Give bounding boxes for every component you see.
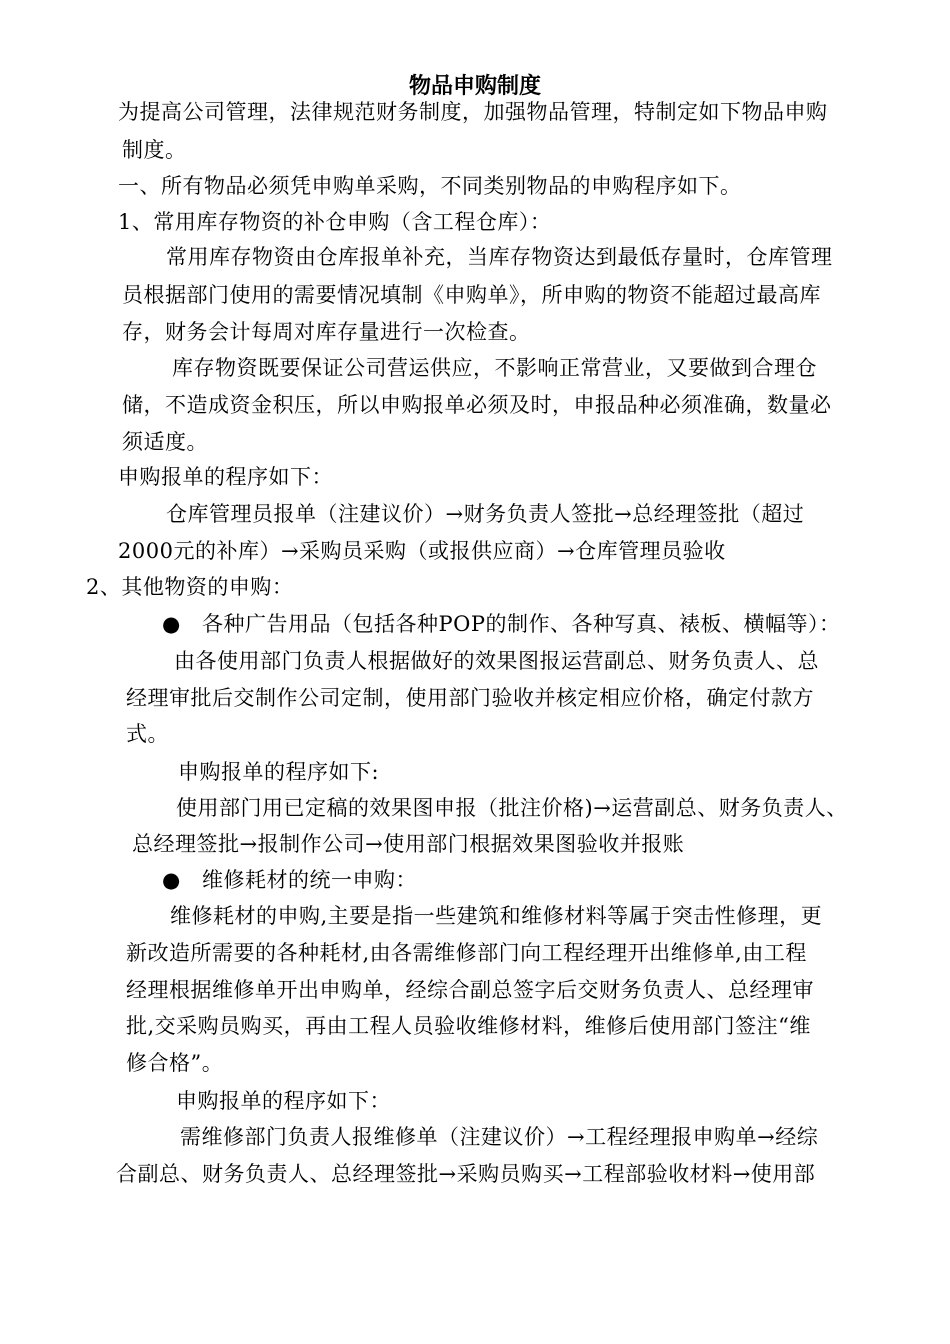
bullet-b-heading: 维修耗材的统一申购： (202, 868, 417, 892)
bullet-b-line (162, 867, 417, 893)
bullet-b-para-line-3: 经理根据维修单开出申购单，经综合副总签字后交财务负责人、总经理审 (126, 978, 814, 1002)
bullet-a-procedure-line-2: 总经理签批→报制作公司→使用部门根据效果图验收并报账 (132, 832, 685, 856)
bullet-a-heading: 各种广告用品（包括各种POP的制作、各种写真、裱板、横幅等）： (202, 612, 841, 636)
bullet-a-procedure-label: 申购报单的程序如下: (178, 760, 380, 784)
item1-para1-line-2: 员根据部门使用的需要情况填制《申购单》，所申购的物资不能超过最高库 (122, 283, 821, 307)
item1-para2-line-2: 储，不造成资金积压，所以申购报单必须及时，申报品种必须准确，数量必 (122, 393, 832, 417)
item1-heading: 1、常用库存物资的补仓申购（含工程仓库）： (118, 210, 552, 234)
bullet-a-procedure-line-1: 使用部门用已定稿的效果图申报（批注价格)→运营副总、财务负责人、 (176, 796, 848, 820)
intro-line-2: 制度。 (122, 138, 187, 162)
intro-line-1: 为提高公司管理，法律规范财务制度，加强物品管理，特制定如下物品申购 (118, 100, 828, 124)
bullet-a-line (162, 611, 840, 637)
bullet-b-para-line-5: 修合格”。 (126, 1051, 224, 1075)
bullet-a-para-line-3: 式。 (126, 722, 169, 746)
bullet-b-para-line-1: 维修耗材的申购,主要是指一些建筑和维修材料等属于突击性修理，更 (170, 904, 823, 928)
section1-heading: 一、所有物品必须凭申购单采购，不同类别物品的申购程序如下。 (118, 174, 742, 198)
document-title: 物品申购制度 (408, 74, 541, 99)
bullet-b-procedure-label: 申购报单的程序如下： (176, 1089, 391, 1113)
item1-procedure-line-2: 2000元的补库）→采购员采购（或报供应商）→仓库管理员验收 (118, 539, 726, 563)
bullet-a-para-line-1: 由各使用部门负责人根据做好的效果图报运营副总、财务负责人、总 (174, 649, 819, 673)
item1-para1-line-3: 存，财务会计每周对库存量进行一次检查。 (122, 320, 531, 344)
item1-procedure-label: 申购报单的程序如下： (118, 465, 333, 489)
bullet-b-symbol: ● (162, 868, 181, 892)
bullet-a-para-line-2: 经理审批后交制作公司定制，使用部门验收并核定相应价格，确定付款方 (126, 686, 814, 710)
bullet-b-para-line-2: 新改造所需要的各种耗材,由各需维修部门向工程经理开出维修单,由工程 (126, 941, 807, 965)
bullet-b-procedure-line-2: 合副总、财务负责人、总经理签批→采购员购买→工程部验收材料→使用部 (116, 1162, 816, 1186)
item1-para1-line-1: 常用库存物资由仓库报单补充，当库存物资达到最低存量时，仓库管理 (166, 245, 833, 269)
bullet-b-para-line-4: 批,交采购员购买，再由工程人员验收维修材料，维修后使用部门签注“维 (126, 1014, 811, 1038)
item1-procedure-line-1: 仓库管理员报单（注建议价）→财务负责人签批→总经理签批（超过 (166, 502, 805, 526)
bullet-b-procedure-line-1: 需维修部门负责人报维修单（注建议价）→工程经理报申购单→经综 (180, 1125, 819, 1149)
item1-para2-line-1: 库存物资既要保证公司营运供应，不影响正常营业，又要做到合理仓 (172, 356, 817, 380)
item2-heading: 2、其他物资的申购： (86, 575, 294, 599)
bullet-a-symbol: ● (162, 612, 181, 636)
item1-para2-line-3: 须适度。 (122, 430, 208, 454)
